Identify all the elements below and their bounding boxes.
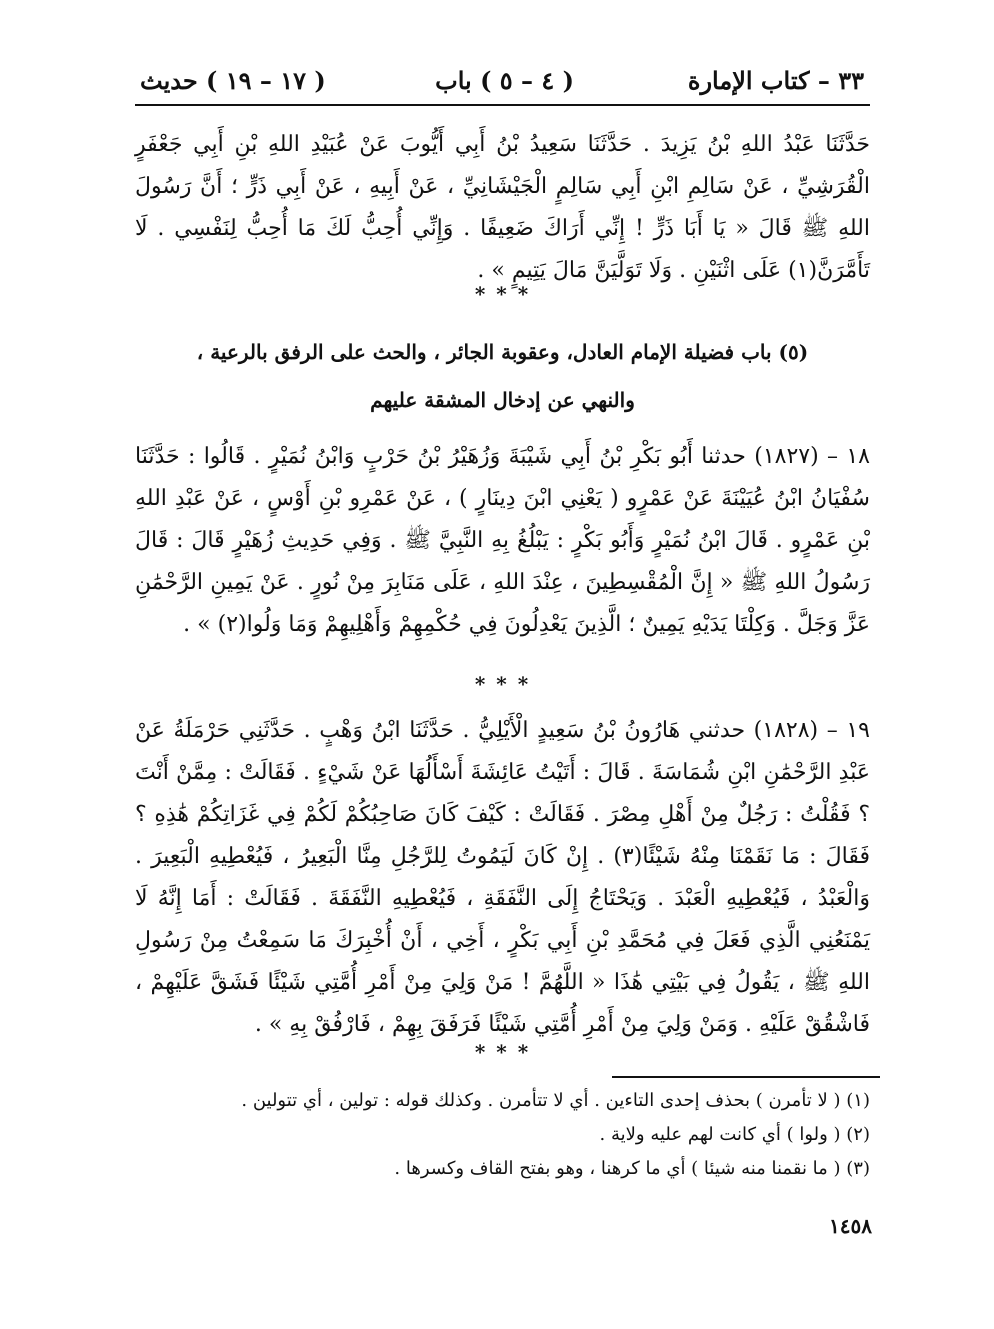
footnote-3: (٣) ( ما نقمنا منه شيئا ) أي ما كرهنا ، وهو بفتح القاف وكسرها . [394,1158,870,1179]
section-separator: * * * [474,282,531,306]
page-number: ١٤٥٨ [829,1214,872,1238]
section-separator: * * * [474,1040,531,1064]
hadith-18 [135,436,870,646]
header-bab-range: ( ٤ – ٥ ) باب [435,66,574,95]
section-separator: * * * [474,672,531,696]
running-header [140,62,864,102]
chapter-heading-line-2: والنهي عن إدخال المشقة عليهم [370,388,635,412]
hadith-18-text: ١٨ – (١٨٢٧) حدثنا أَبُو بَكْرِ بْنُ أَبِي شَيْبَةَ وَزُهَيْرُ بْنُ حَرْبٍ وَابْنُ نُمَيْرٍ . قَالُوا : حَدَّثَنَا سُفْيَانُ ابْنُ عُيَيْنَةَ عَنْ عَمْرٍو ( يَعْنِي ابْنَ دِينَارٍ ) ، عَنْ عَمْرِو بْنِ أَوْسٍ ، عَنْ عَبْدِ اللهِ بْنِ عَمْرٍو . قَالَ ابْنُ نُمَيْرٍ وَأَبُو بَكْرٍ : يَبْلُغُ بِهِ النَّبِيَّ ﷺ . وَفِي حَدِيثِ زُهَيْرٍ قَالَ : قَالَ رَسُولُ اللهِ ﷺ « إِنَّ الْمُقْسِطِينَ ، عِنْدَ اللهِ ، عَلَى مَنَابِرَ مِنْ نُورٍ . عَنْ يَمِينِ الرَّحْمَٰنِ عَزَّ وَجَلَّ . وَكِلْتَا يَدَيْهِ يَمِينٌ ؛ الَّذِينَ يَعْدِلُونَ فِي حُكْمِهِمْ وَأَهْلِيهِمْ وَمَا وَلُوا(٢) » . [135,444,870,637]
footnote-rule [612,1076,880,1078]
footnotes [135,1084,870,1186]
hadith-19 [135,710,870,1046]
paragraph-text: حَدَّثَنَا عَبْدُ اللهِ بْنُ يَزِيدَ . حَدَّثَنَا سَعِيدُ بْنُ أَبِي أَيُّوبَ عَنْ عُبَيْدِ اللهِ بْنِ أَبِي جَعْفَرٍ الْقُرَشِيِّ ، عَنْ سَالِمِ ابْنِ أَبِي سَالِمٍ الْجَيْشَانِيِّ ، عَنْ أَبِيهِ ، عَنْ أَبِي ذَرٍّ ؛ أَنَّ رَسُولَ اللهِ ﷺ قَالَ « يَا أَبَا ذَرٍّ ! إِنِّي أَرَاكَ ضَعِيفًا . وَإِنِّي أُحِبُّ لَكَ مَا أُحِبُّ لِنَفْسِي . لَا تَأَمَّرَنَّ(١) عَلَى اثْنَيْنِ . وَلَا تَوَلَّيَنَّ مَالَ يَتِيمٍ » . [135,132,870,283]
header-book-title: ٣٣ – كتاب الإمارة [687,66,864,95]
header-rule [135,104,870,106]
hadith-paragraph-17-end [135,124,870,292]
footnote-1: (١) ( لا تأمرن ) بحذف إحدى التاءين . أي لا تتأمرن . وكذلك قوله : تولين ، أي تتولين . [241,1090,870,1111]
footnote-2: (٢) ( ولوا ) أي كانت لهم عليه ولاية . [599,1124,870,1145]
chapter-heading [135,328,870,424]
header-hadith-range: ( ١٧ – ١٩ ) حديث [140,66,326,95]
chapter-heading-line-1: (٥) باب فضيلة الإمام العادل، وعقوبة الجائر ، والحث على الرفق بالرعية ، [196,340,809,364]
hadith-19-text: ١٩ – (١٨٢٨) حدثني هَارُونُ بْنُ سَعِيدٍ الْأَيْلِيُّ . حَدَّثَنَا ابْنُ وَهْبٍ . حَدَّثَنِي حَرْمَلَةُ عَنْ عَبْدِ الرَّحْمَٰنِ ابْنِ شُمَاسَةَ . قَالَ : أَتَيْتُ عَائِشَةَ أَسْأَلُهَا عَنْ شَيْءٍ . فَقَالَتْ : مِمَّنْ أَنْتَ ؟ فَقُلْتُ : رَجُلٌ مِنْ أَهْلِ مِصْرَ . فَقَالَتْ : كَيْفَ كَانَ صَاحِبُكُمْ لَكُمْ فِي غَزَاتِكُمْ هَٰذِهِ ؟ فَقَالَ : مَا نَقَمْنَا مِنْهُ شَيْئًا(٣) . إِنْ كَانَ لَيَمُوتُ لِلرَّجُلِ مِنَّا الْبَعِيرُ ، فَيُعْطِيهِ الْبَعِيرَ . وَالْعَبْدُ ، فَيُعْطِيهِ الْعَبْدَ . وَيَحْتَاجُ إِلَى النَّفَقَةِ ، فَيُعْطِيهِ النَّفَقَةَ . فَقَالَتْ : أَمَا إِنَّهُ لَا يَمْنَعُنِي الَّذِي فَعَلَ فِي مُحَمَّدِ بْنِ أَبِي بَكْرٍ ، أَخِي ، أَنْ أُخْبِرَكَ مَا سَمِعْتُ مِنْ رَسُولِ اللهِ ﷺ ، يَقُولُ فِي بَيْتِي هَٰذَا « اللَّهُمَّ ! مَنْ وَلِيَ مِنْ أَمْرِ أُمَّتِي شَيْئًا فَشَقَّ عَلَيْهِمْ ، فَاشْقُقْ عَلَيْهِ . وَمَنْ وَلِيَ مِنْ أَمْرِ أُمَّتِي شَيْئًا فَرَفَقَ بِهِمْ ، فَارْفُقْ بِهِ » . [135,718,870,1037]
